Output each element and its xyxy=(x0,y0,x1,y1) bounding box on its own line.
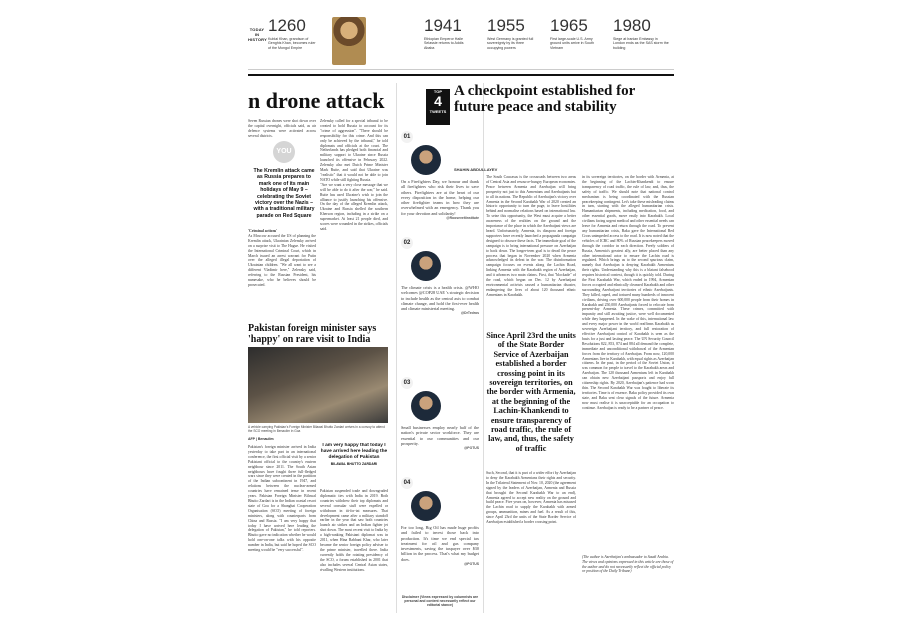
author-disclaimer: (The author is Azerbaijan's ambassador to Saudi Arabia. The views and opinions expressed in this article are those of the author and do not necessarily reflect the official policy or position of the Daily Tribune) xyxy=(582,555,674,574)
tweet-number: 01 xyxy=(401,131,413,143)
history-caption: Ethiopian Emperor Haile Selassie returns to Addis Ababa xyxy=(424,37,464,50)
history-year: 1955 xyxy=(487,16,525,35)
today-in-history-bar xyxy=(248,15,674,70)
tweet-text xyxy=(401,425,479,471)
tweet-handle: @POTUS xyxy=(464,446,479,451)
main-headline: A checkpoint established for future peace and stability xyxy=(454,83,635,115)
tweet-handle: @DrTedros xyxy=(460,311,479,316)
tweet-number: 04 xyxy=(401,477,413,489)
article-column xyxy=(248,229,316,317)
tweet-avatar xyxy=(411,391,441,421)
article-column: Pakistan's foreign minister arrived in India yesterday to take part in an international conference, the first official visit by a senior Pakistani official to the country's eastern neighbour since 2011. The South Asian neighbours have fought three full-fledged wars since they were created in the partition of the Indian subcontinent in 1947, and relations between the nuclear-armed countries have remained tense in recent years. Pakistan Foreign Minister Bilawal Bhutto Zardari is in the Indian coastal resort state of Goa for a Shanghai Cooperation Organisation (SCO) meeting of foreign ministers, along with counterparts from China and Russia. "I am very happy that today I have arrived here leading the delegation of Pakistan," he told reporters. Bhutto gave no indication whether he would hold one-on-one talks with his opposite number in India, but said he hoped the SCO meeting would be "very successful". xyxy=(248,445,316,553)
main-pull-quote: Since April 23rd the units of the State Border Service of Azerbaijan established a border crossing point in its sovereign territories, on the border with Armenia, at the beginning of the Lachin-Khankendi to ensure transparency of road traffic, the rule of law, and, thus, the safety of traffic xyxy=(486,331,576,453)
today-label: TODAY IN HISTORY xyxy=(248,27,267,42)
quote-text: I am very happy that today I have arrived here leading the delegation of Pakistan xyxy=(320,443,388,460)
tweet-body: The climate crisis is a health crisis. @WHO welcomes @COP28 UAE 's strategic decision to include health as the central axis to combat climate change, and hold the first-ever health and climate ministerial meeting. xyxy=(401,285,479,312)
article-text: "Are we want a very close message that we will be able to do it after the war," he said. Rutte has used Ukraine's wish to join the alliance to justify launching his offensive. On the day of the alleged Kremlin attack, Ukraine and Russia shelled the southern Kherson region, including in a strike on a supermarket. At least 21 people died, and scores were wounded in the strikes, officials said. xyxy=(320,182,388,231)
convoy-photo xyxy=(248,347,388,423)
history-caption: Kublai Khan, grandson of Genghis Khan, becomes ruler of the Mongol Empire xyxy=(268,37,316,50)
tweet-avatar xyxy=(411,251,441,281)
tweet-body: On a Firefighters Day, we honour and thank all firefighters who risk their lives to save others. Firefighters are at the heart of our every disposition in the home, helping our other firefighter teams in how they are overwhelmed with an emergency. Thank you for your devotion and solidarity! xyxy=(401,179,479,216)
history-caption: West Germany is granted full sovereignty by its three occupying powers xyxy=(487,37,534,50)
tweets-label: TWEETS xyxy=(429,109,447,114)
tweet-handle: @Rooseveltinstitute xyxy=(446,216,479,221)
quote-author: BILAWAL BHUTTO ZARDARI xyxy=(330,462,378,467)
top-tweets-rail xyxy=(396,83,484,613)
top-label: TOP xyxy=(433,89,443,94)
tweet-text xyxy=(401,285,479,371)
tweet-text xyxy=(401,179,479,233)
article-text: As Moscow accused the US of planning the Kremlin attack, Ukrainian Zelensky arrived on a surprise visit to The Hague. He visited the International Criminal Court, which in March issued an arrest warrant for Putin over the alleged illegal deportation of Ukrainian children. "We all want to see a different Vladimir here," Zelensky said, referring to the Russian President, his namesake, who he believes should be prosecuted. xyxy=(248,233,316,287)
article-column xyxy=(320,119,388,315)
kublai-khan-portrait xyxy=(332,17,366,65)
tweet-avatar xyxy=(411,491,441,521)
history-year: 1260 xyxy=(268,16,306,35)
history-caption: Siege at Iranian Embassy in London ends as the SAS storm the building xyxy=(613,37,669,50)
pakistan-quote xyxy=(320,443,388,487)
article-column: The South Caucasus is the crossroads between two areas of Central Asia and resource-hungry European economies. Peace between Armenia and Azerbaijan will bring prosperity not just to this Armenians and Azerbaijanis but to all its nations. The Republic of Azerbaijan's victory over Armenia in the Second Karabakh War of 2020 created an historic opportunity to turn the page, to leave hostilities behind and normalise relations based on international law. To seize this opportunity, the West must acquire a better awareness of the realities on the ground and the importance of the place in which the Azerbaijani views are heard. Unfortunately, Armenia, its diaspora and foreign supporters have recently launched a propaganda campaign designed to obscure these facts. The immediate goal of the campaign is to bring international pressure on Azerbaijan to back down. The longer-term goal is to derail the peace process that began in November 2020 when Armenia acknowledged its defeat in the war. The disinformation campaign focuses on events along the Lachin Road, linking Armenia with the Karabakh region of Azerbaijan, and it advances two main claims. First, that "blockade" of the road, which began on Dec. 12 by Azerbaijani environmental activists caused a humanitarian disaster, endangering the lives of about 120 thousand ethnic Armenians in Karabakh. xyxy=(486,175,576,297)
you-badge: YOU xyxy=(273,141,295,163)
history-year: 1965 xyxy=(550,16,588,35)
pull-quote: The Kremlin attack came as Russia prepares to mark one of its main holidays of May 9 – celebrating the Soviet victory over the Nazis – with a traditional military parade on Red Square xyxy=(253,168,315,219)
article-column: in its sovereign territories, on the border with Armenia, at the beginning of the Lachin-Khankendi to ensure transparency of road traffic, the rule of law, and, thus, the safety of traffic. We should note that national control mechanism is being coordinated with the Russian peacekeeping contingent. Let's take these misleading claims in turn, starting with the alleged humanitarian crisis. Humanitarian shipments, including medication, food, and other essential goods, move easily into Karabakh. Local civilians facing urgent medical and other essential needs can leave for Armenia and return through the road. To prevent any humanitarian crisis, Baku gave the International Red Cross unimpeded access to the road. It is now noted that the vehicles of ICRC and 80% of Russian peacekeepers moved through the corridor in each direction. Freely soldiers of Russia, Armenia's greatest ally, are better placed than any other international actor to ensure the Lachin road is regulated. Which brings us to the second spurious claim, namely that Azerbaijan is denying Karabakh Armenians their rights. Understanding why this is a blatant falsehood requires historical context, though it is quickly told. During the First Karabakh War, which ended in 1994, Armenian forces occupied and ethnically cleansed Karabakh and other surrounding Azerbaijani territories of ethnic Azerbaijanis. They killed, raped, and tortured many hundreds of innocent civilians, driving over 600,000 people from their homes in Karabakh and 250,000 Azerbaijanis forced to relocate from present-day Armenia. These crimes, committed with impunity and still awaiting justice, were well documented while they happened. In the wake of this, international law and every major power in the world reaffirms Karabakh as sovereign Azerbaijani territory, and full restoration of effective Azerbaijani control of Karabakh is seen as the basis for a just and lasting peace. The UN Security Council Resolutions 822, 853, 874 and 884 all demand the complete, immediate and unconditional withdrawal of the Armenian forces from the territory of Azerbaijan. From now, 120,000 Armenians live in Karabakh, with equal rights as Azerbaijan citizens. In the past, in the period of the Soviet Union, it was common for people to travel to the Karabakh areas and Azerbaijan. The 120 thousand Armenians left in Karabakh can obtain new Azerbaijani passports and enjoy full citizenship rights. By 2020, Azerbaijan's patience had worn thin. The Second Karabakh War was fought to liberate its territories. Time is of essence. Baku policy provided its own state, and Baku sent clear signals of the future. Armenia now must realise it is unacceptable for an occupation to continue. Azerbaijan is ready to be a partner of peace. xyxy=(582,175,674,410)
history-caption: First large-scale U.S. Army ground units arrive in South Vietnam xyxy=(550,37,594,50)
pakistan-headline: Pakistan foreign minister says 'happy' on rare visit to India xyxy=(248,323,377,345)
tweet-number: 02 xyxy=(401,237,413,249)
newspaper-page xyxy=(248,15,674,615)
tweet-number: 03 xyxy=(401,377,413,389)
rail-disclaimer: Disclaimer (Views expressed by columnists are personal and content necessarily reflect our editorial stance) xyxy=(401,595,479,608)
tweet-avatar xyxy=(411,145,441,175)
photo-credit: AFP | Benaulim xyxy=(248,437,274,441)
article-column: Such, Second, that it is part of a wider effort by Azerbaijan to deny the Karabakh Armenians their rights and security. In the Trilateral Statement of Nov. 10, 2020 (the agreement signed by the leaders of Azerbaijan, Armenia and Russia that brought the Second Karabakh War to an end), Armenia agreed to accept new reality on the ground and build peace. Five years on, however, Armenia has misused the Lachin road to supply the Karabakh with armed groups, ammunition, mines and fuel. As a result of this, since April 23rd the units of the State Border Service of Azerbaijan established a border crossing point. xyxy=(486,471,576,525)
photo-caption: A vehicle carrying Pakistan's Foreign Minister Bilawal Bhutto Zardari arrives in a convoy to attend the SCO meeting in Benaulim in Goa xyxy=(248,425,385,433)
history-year: 1980 xyxy=(613,16,651,35)
author-byline: SHAHIN ABDULLAYEV xyxy=(454,167,498,172)
subheading: 'Criminal actions' xyxy=(248,229,278,233)
top4-tweets-badge xyxy=(426,89,450,125)
history-year: 1941 xyxy=(424,16,462,35)
left-headline: n drone attack xyxy=(248,88,385,113)
top-number: 4 xyxy=(434,93,442,109)
tweet-body: For too long, Big Oil has made huge profits and failed to invest those back into production. It's time we end special tax treatment for oil and gas company investments, saving the taxpayer over $30 billion in the process. That's what my budget does. xyxy=(401,525,479,562)
tweet-handle: @POTUS xyxy=(464,562,479,567)
tweet-text xyxy=(401,525,479,589)
article-column: Pakistan suspended trade and downgraded diplomatic ties with India in 2019. Both countries withdrew their top diplomats and several consular staff were expelled or withdrawn in tit-for-tat measures. That development came after a military standoff earlier in the year that saw both countries launch air strikes and an Indian fighter jet shot down. The most recent visit to India by a high-ranking Pakistani diplomat was in 2011, when Hina Rabbani Khar, who later became the senior foreign policy adviser to the prime minister, travelled there. India currently holds the rotating presidency of the SCO, a forum established in 2001 that also includes several Central Asian states, rivalling Western institutions. xyxy=(320,489,388,572)
tweet-body: Small businesses employ nearly half of the nation's private sector workforce. They are essential to our communities and our prosperity. xyxy=(401,425,479,446)
section-rule xyxy=(248,74,674,76)
article-text: Zelensky called for a special tribunal to be created to hold Russia to account for its "crime of aggression". "There should be responsibility for this crime. And this can only be achieved by the tribunal," he told diplomats and officials at the court. The Netherlands has pledged both financial and military support to Ukraine since Russia launched its offensive in February 2022. Zelensky also met Dutch Prime Minister Mark Rutte, and said that Ukraine was "realistic" that it would not be able to join NATO while still fighting Russia. xyxy=(320,119,388,182)
article-column: Seven Russian drones were shot down over the capital overnight, officials said, as air defence systems were activated across several districts. xyxy=(248,119,316,138)
